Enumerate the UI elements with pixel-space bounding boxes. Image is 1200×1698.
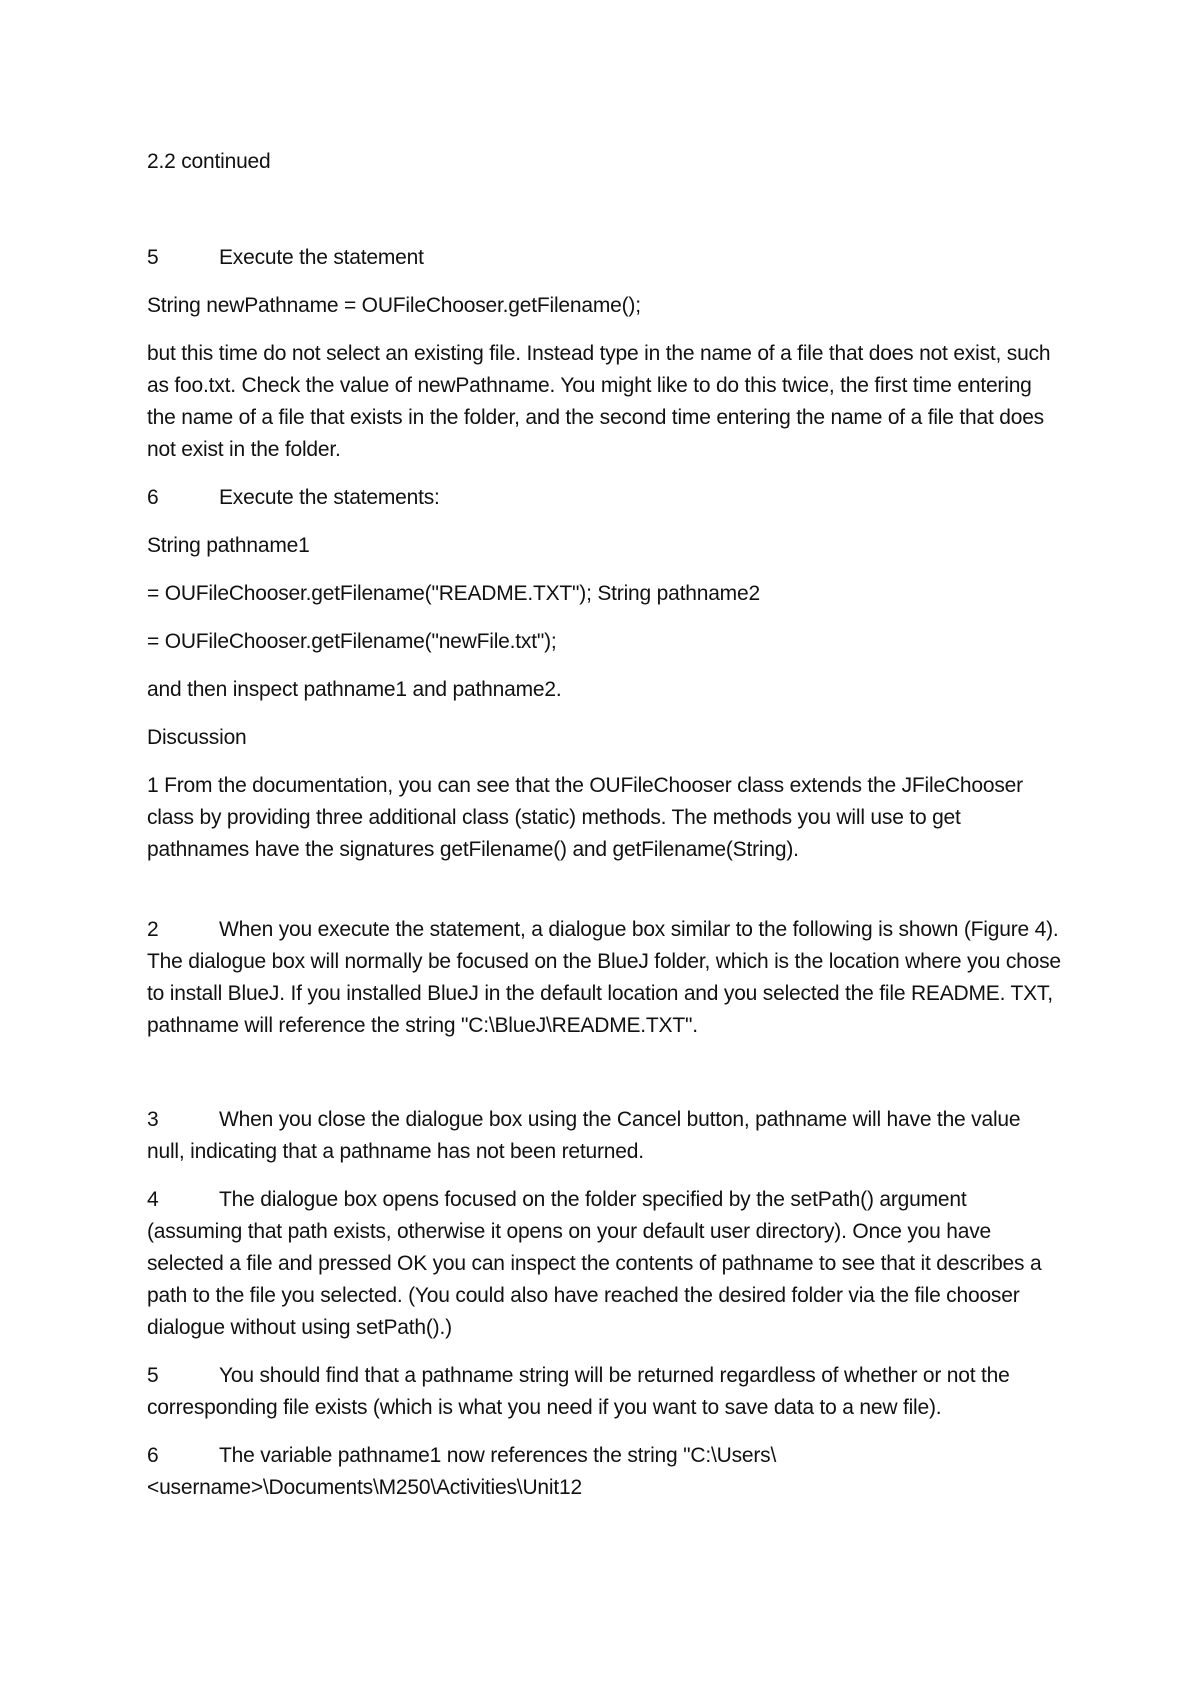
code-line: String newPathname = OUFileChooser.getFilename(); <box>147 294 641 317</box>
discussion-item-5 <box>147 1360 1062 1424</box>
discussion-text: From the documentation, you can see that the OUFileChooser class extends the JFileChooser class by providing three additional class (static) methods. The methods you will use to get pathnames have the signatures getFilename() and getFilename(String). <box>147 774 1023 861</box>
step-5 <box>147 242 1062 274</box>
instruction-paragraph: and then inspect pathname1 and pathname2. <box>147 678 562 701</box>
discussion-number: 5 <box>147 1364 159 1387</box>
document-content <box>147 146 1062 1520</box>
discussion-text: The dialogue box opens focused on the folder specified by the setPath() argument (assuming that path exists, otherwise it opens on your default user directory). Once you have selected a file and pressed OK you can inspect the contents of pathname to see that it describes a path to the file you selected. (You could also have reached the desired folder via the file chooser dialogue without using setPath().) <box>147 1188 1042 1339</box>
discussion-text: When you execute the statement, a dialogue box similar to the following is shown (Figure 4). The dialogue box will normally be focused on the BlueJ folder, which is the location where you chose to install BlueJ. If you installed BlueJ in the default location and you selected the file README. TXT, pathname will reference the string "C:\BlueJ\README.TXT". <box>147 918 1061 1037</box>
code-line: String pathname1 <box>147 534 310 557</box>
instruction-paragraph: but this time do not select an existing file. Instead type in the name of a file that does not exist, such as foo.txt. Check the value of newPathname. You might like to do this twice, the first time entering the name of a file that exists in the folder, and the second time entering the name of a file that does not exist in the folder. <box>147 342 1051 461</box>
discussion-item-4 <box>147 1184 1062 1344</box>
step-number: 6 <box>147 486 159 509</box>
discussion-number: 2 <box>147 918 159 941</box>
discussion-text: When you close the dialogue box using the Cancel button, pathname will have the value null, indicating that a pathname has not been returned. <box>147 1108 1021 1163</box>
discussion-number: 4 <box>147 1188 159 1211</box>
discussion-text: The variable pathname1 now references the string "C:\Users\<username>\Documents\M250\Activities\Unit12 <box>147 1444 777 1499</box>
step-number: 5 <box>147 246 159 269</box>
code-line: = OUFileChooser.getFilename("README.TXT"); String pathname2 <box>147 582 760 605</box>
discussion-number: 3 <box>147 1108 159 1131</box>
discussion-number: 6 <box>147 1444 159 1467</box>
discussion-text: You should find that a pathname string will be returned regardless of whether or not the corresponding file exists (which is what you need if you want to save data to a new file). <box>147 1364 1010 1419</box>
discussion-number: 1 <box>147 774 159 797</box>
discussion-item-6 <box>147 1440 1062 1504</box>
discussion-heading: Discussion <box>147 726 247 749</box>
discussion-item-3 <box>147 1104 1062 1168</box>
step-text: Execute the statements: <box>219 486 440 509</box>
discussion-item-1 <box>147 770 1062 866</box>
code-line: = OUFileChooser.getFilename("newFile.txt"); <box>147 630 557 653</box>
section-heading: 2.2 continued <box>147 150 271 173</box>
discussion-item-2 <box>147 914 1062 1042</box>
step-6 <box>147 482 1062 514</box>
step-text: Execute the statement <box>219 246 424 269</box>
